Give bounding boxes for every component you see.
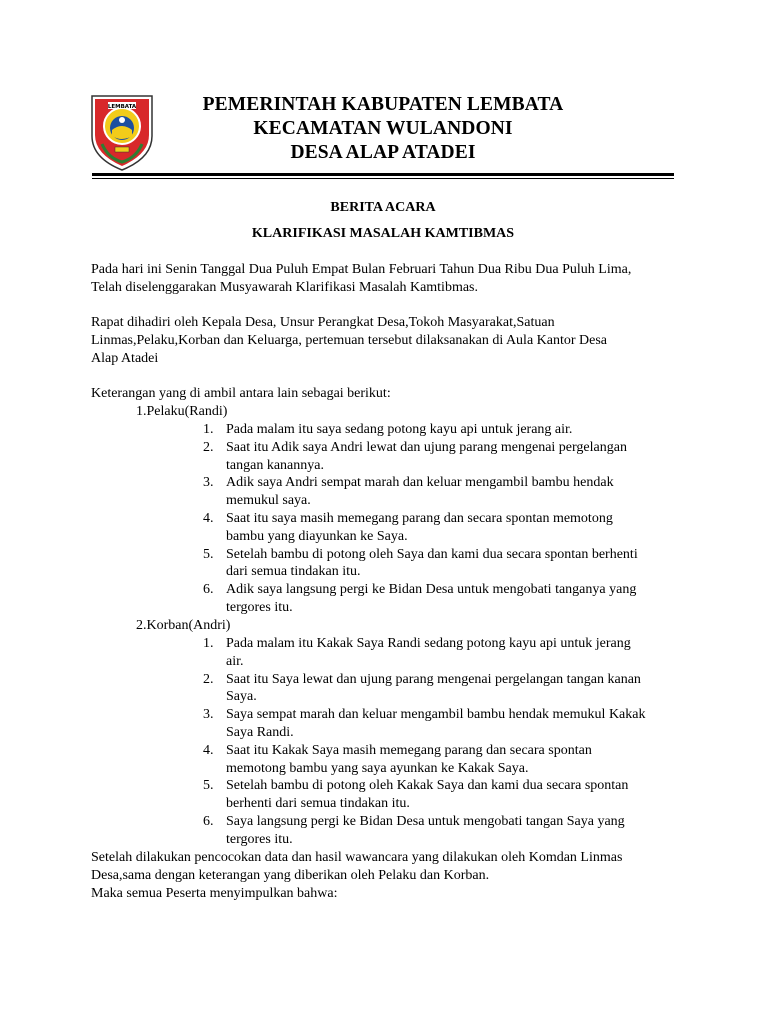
list-item: 2. Saat itu Adik saya Andri lewat dan ujung parang mengenai pergelangan tangan kanannya.	[203, 439, 627, 473]
attendance-paragraph	[91, 314, 691, 367]
perpetrator-statement-list	[199, 421, 679, 617]
paragraph-line: Pada hari ini Senin Tanggal Dua Puluh Empat Bulan Februari Tahun Dua Ribu Dua Puluh Lima,	[91, 262, 632, 277]
regency-emblem-logo	[88, 92, 156, 172]
list-item: 3. Saya sempat marah dan keluar mengambil bambu hendak memukul Kakak Saya Randi.	[203, 707, 646, 740]
document-title: BERITA ACARA	[330, 200, 436, 215]
paragraph-line: Maka semua Peserta menyimpulkan bahwa:	[91, 885, 338, 901]
list-item: 5. Setelah bambu di potong oleh Saya dan kami dua secara spontan berhenti dari semua tindakan itu.	[203, 546, 638, 580]
letterhead-line-government: PEMERINTAH KABUPATEN LEMBATA	[202, 94, 564, 115]
list-item: 1. Pada malam itu Kakak Saya Randi sedang potong kayu api untuk jerang air.	[203, 636, 631, 669]
paragraph-line: Setelah dilakukan pencocokan data dan hasil wawancara yang dilakukan oleh Komdan Linmas	[91, 850, 623, 865]
letterhead	[160, 93, 606, 165]
letterhead-divider-thick	[92, 173, 674, 176]
list-item: 3. Adik saya Andri sempat marah dan keluar mengambil bambu hendak memukul saya.	[203, 475, 614, 509]
paragraph-line: Telah diselenggarakan Musyawarah Klarifikasi Masalah Kamtibmas.	[91, 279, 479, 295]
list-item: 2. Saat itu Saya lewat dan ujung parang mengenai pergelangan tangan kanan Saya.	[203, 671, 641, 705]
paragraph-line: Desa,sama dengan keterangan yang diberikan oleh Pelaku dan Korban.	[91, 867, 490, 883]
logo-text: LEMBATA	[107, 104, 137, 110]
list-item: 6. Saya langsung pergi ke Bidan Desa untuk mengobati tangan Saya yang tergores itu.	[203, 813, 625, 847]
letterhead-line-district: KECAMATAN WULANDONI	[253, 118, 513, 139]
document-subtitle: KLARIFIKASI MASALAH KAMTIBMAS	[251, 226, 515, 241]
letterhead-line-village: DESA ALAP ATADEI	[290, 142, 476, 163]
section-heading-victim: 2.Korban(Andri)	[136, 618, 231, 633]
list-item: 5. Setelah bambu di potong oleh Kakak Saya dan kami dua secara spontan berhenti dari semua tindakan itu.	[203, 778, 629, 812]
paragraph-line: Alap Atadei	[91, 350, 159, 366]
paragraph-line: Linmas,Pelaku,Korban dan Keluarga, pertemuan tersebut dilaksanakan di Aula Kantor Desa	[91, 332, 608, 348]
victim-statement-list	[199, 635, 679, 849]
opening-paragraph	[91, 261, 691, 297]
list-item: 4. Saat itu Kakak Saya masih memegang parang dan secara spontan memotong bambu yang saya ayunkan ke Kakak Saya.	[203, 742, 592, 776]
letterhead-divider-thin	[92, 178, 674, 179]
list-item: 1. Pada malam itu saya sedang potong kayu api untuk jerang air.	[203, 422, 573, 437]
paragraph-line: Rapat dihadiri oleh Kepala Desa, Unsur Perangkat Desa,Tokoh Masyarakat,Satuan	[91, 315, 555, 330]
section-heading-perpetrator: 1.Pelaku(Randi)	[136, 404, 228, 419]
list-item: 4. Saat itu saya masih memegang parang dan secara spontan memotong bambu yang diayunkan ke Saya.	[203, 510, 613, 544]
statements-intro: Keterangan yang di ambil antara lain sebagai berikut:	[91, 386, 391, 401]
closing-paragraph	[91, 849, 691, 902]
list-item: 6. Adik saya langsung pergi ke Bidan Desa untuk mengobati tanganya yang tergores itu.	[203, 582, 637, 615]
